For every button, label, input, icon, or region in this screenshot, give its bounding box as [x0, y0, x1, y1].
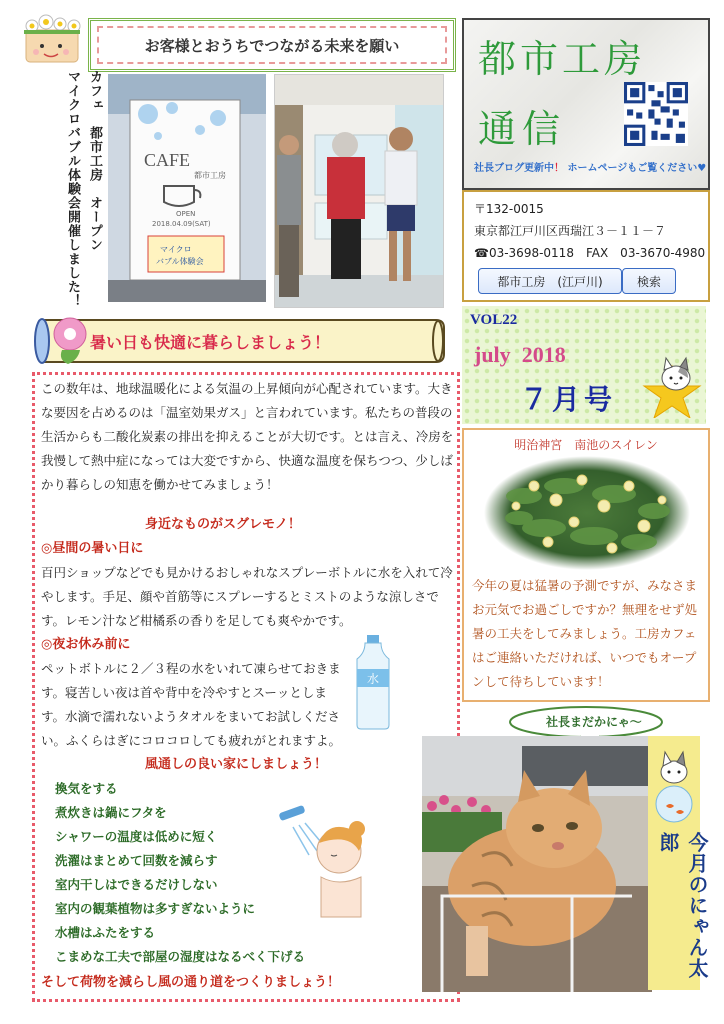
heading-convenient: 身近なものがスグレモノ！ — [145, 517, 301, 532]
sign-open-text: OPEN — [176, 210, 196, 218]
bottle-label: 水 — [367, 672, 380, 686]
qr-code[interactable] — [624, 82, 688, 146]
article-closing: そして荷物を減らし風の通り道をつくりましょう！ — [41, 975, 341, 990]
heading-daytime: ◎昼間の暑い日に — [41, 541, 144, 556]
newsletter-title-box — [462, 18, 710, 190]
cat-photo — [422, 736, 652, 992]
issue-month-jp: ７月号 — [520, 383, 617, 416]
heading-ventilation: 風通しの良い家にしましょう！ — [145, 757, 328, 772]
heading-night: ◎夜お休み前に — [41, 637, 131, 652]
cafe-caption-line-2: マイクロバブル体験会開催しました！ — [65, 70, 80, 308]
tip-item: シャワーの温度は低めに短く — [55, 829, 218, 844]
tip-item: 換気をする — [55, 781, 118, 796]
showroom-photo — [274, 74, 444, 308]
tip-item: 煮炊きは鍋にフタを — [55, 805, 167, 820]
speech-bubble-text: 社長まだかにゃ～ — [546, 715, 642, 729]
title-line-1: 都市工房 — [478, 37, 647, 81]
cafe-sign-photo — [108, 74, 266, 302]
tip-item: 室内の観葉植物は多すぎないように — [55, 901, 256, 916]
sign-micro-b: バブル体験会 — [156, 257, 204, 266]
cafe-opening-caption — [56, 70, 108, 308]
street-address: 東京都江戸川区西瑞江３－１１－７ — [474, 224, 667, 238]
article-intro: この数年は、地球温暖化による気温の上昇傾向が心配されています。大きな要因を占めるのは「温室効果ガス」と言われています。私たちの普段の生活からも二酸化炭素の排出を抑えることが大切です。とは言え、冷房を我慢して熱中症になっては大変ですから、快適な温度を保ちつつ、少しばかり暮らしの知恵を働かせてみましょう！ — [41, 381, 454, 492]
cat-of-the-month-panel — [648, 736, 709, 990]
contact-box — [462, 190, 710, 302]
water-lily-box — [462, 428, 710, 702]
motto-text: お客様とおうちでつながる未来を願い — [97, 26, 447, 64]
person-left — [277, 135, 301, 297]
phone-fax: ☎03-3698-0118 FAX 03-3670-4980 — [474, 246, 706, 260]
search-button[interactable]: 検索 — [622, 268, 676, 294]
shower-illustration — [277, 799, 377, 919]
summer-tips-article — [32, 372, 460, 1002]
tip-item: こまめな工夫で部屋の湿度はなるべく下げる — [55, 949, 306, 964]
sign-date-text: 2018.04.09(SAT) — [152, 220, 211, 228]
motto-banner — [88, 18, 456, 72]
water-lily-photo — [484, 456, 690, 570]
sign-shop-text: 都市工房 — [194, 171, 226, 180]
cat-fishbowl-icon — [652, 746, 696, 826]
water-bottle-illustration — [353, 633, 393, 731]
lily-caption: 明治神宮 南池のスイレン — [514, 438, 658, 452]
flower-pot-illustration — [20, 14, 84, 64]
title-line-2: 通信 — [478, 107, 567, 151]
issue-month-en — [474, 342, 566, 368]
blog-note-mark: ！ — [554, 163, 564, 174]
search-term-box[interactable]: 都市工房 (江戸川) — [478, 268, 622, 294]
cat-on-star-illustration — [642, 352, 704, 418]
sign-cafe-text: CAFE — [144, 150, 191, 170]
ventilation-tips — [55, 777, 305, 969]
issue-box — [462, 306, 706, 424]
blog-note-b: ホームページもご覧ください♥ — [567, 163, 707, 174]
lily-message: 今年の夏は猛暑の予測ですが、みなさまお元気でお過ごしですか？無理をせず処暑の工夫をしてみましょう。工房カフェはご連絡いただければ、いつでもオープンして待ちしています！ — [472, 578, 698, 689]
month-en: july — [474, 342, 511, 367]
tip-item: 洗濯はまとめて回数を減らす — [55, 853, 218, 868]
daytime-text: 百円ショップなどでも見かけるおしゃれなスプレーボトルに水を入れて冷やします。手足、顔や首筋等にスプレーするとミストのような涼しさです。レモン汁など柑橘系の香りを足しても爽やかです。 — [41, 565, 453, 628]
postal-code: 〒132-0015 — [474, 202, 544, 216]
tip-item: 室内干しはできるだけしない — [55, 877, 218, 892]
article-header-title: 暑い日も快適に暮らしましょう！ — [90, 333, 331, 352]
year: 2018 — [521, 342, 566, 367]
blog-note-a: 社長ブログ更新中 — [474, 163, 554, 174]
blog-note — [474, 159, 706, 174]
tip-item: 水槽はふたをする — [55, 925, 156, 940]
cafe-caption-line-1: カフェ 都市工房 オープン — [87, 70, 102, 252]
volume-number: VOL22 — [470, 312, 518, 328]
night-text: ペットボトルに２／３程の水をいれて凍らせておきます。寝苦しい夜は首や背中を冷やすとスーッとします。水滴で濡れないようタオルをまいてお試しください。ふくらはぎにコロコロしても疲れがとれますよ。 — [41, 661, 342, 748]
sign-micro-a: マイクロ — [160, 245, 192, 254]
cat-of-the-month-title: 今月のにゃん太郎 — [656, 832, 709, 979]
